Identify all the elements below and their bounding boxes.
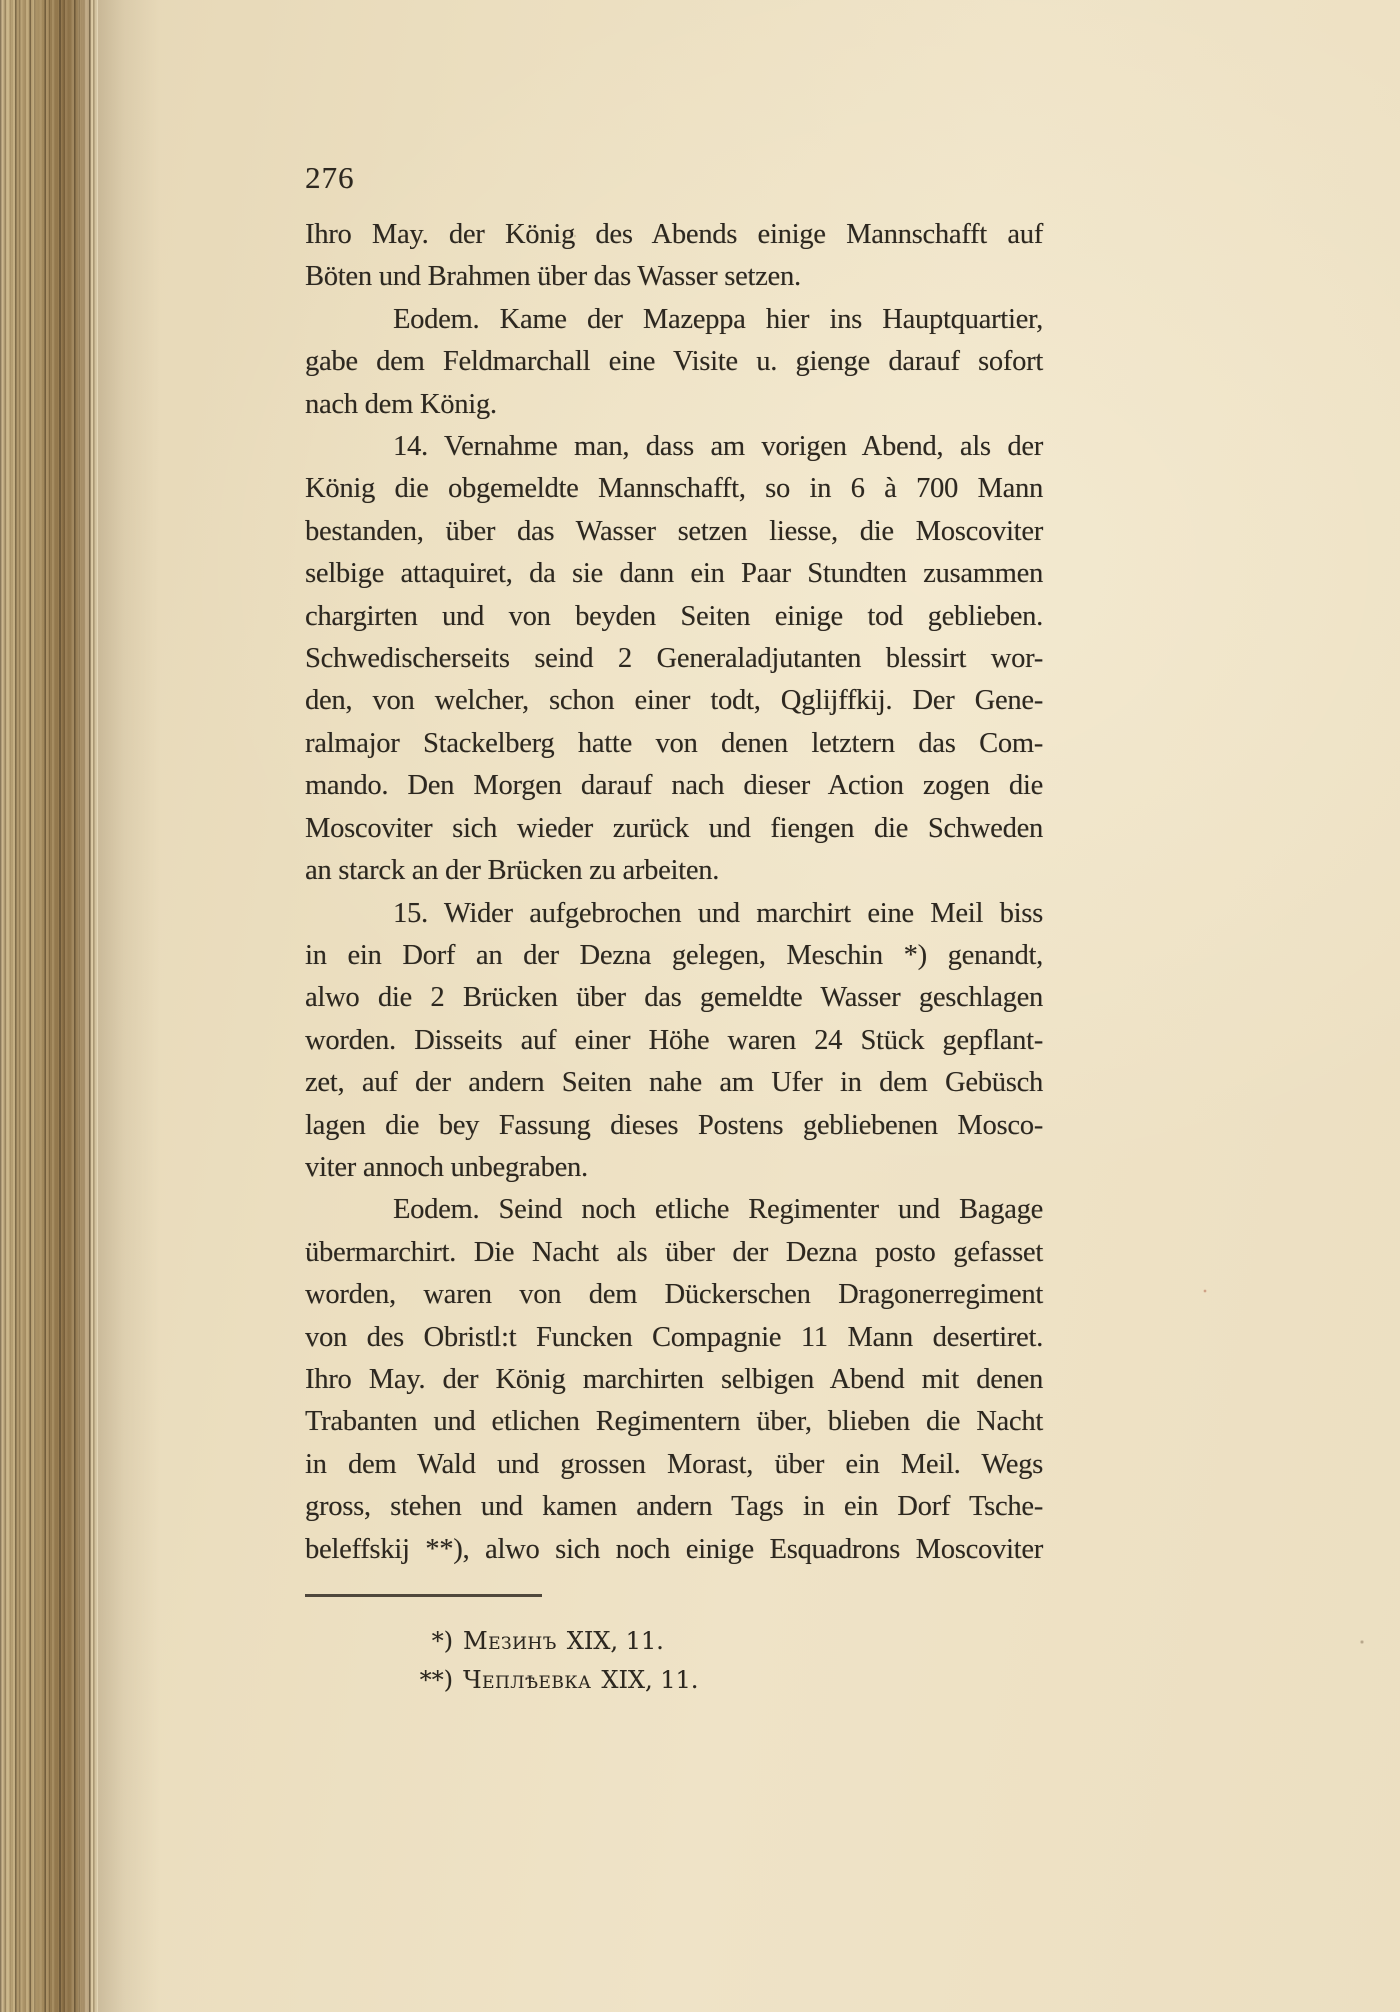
- text-line: worden. Disseits auf einer Höhe waren 24 Stück gepflant-: [305, 1024, 1043, 1056]
- text-line: 14. Vernahme man, dass am vorigen Abend, als der: [393, 431, 1043, 463]
- text-line: chargirten und von beyden Seiten einige tod geblieben.: [305, 600, 1043, 632]
- text-line: Ihro May. der König marchirten selbigen Abend mit denen: [305, 1363, 1043, 1395]
- text-line: Eodem. Seind noch etliche Regimenter und Bagage: [393, 1194, 1043, 1226]
- text-line: den, von welcher, schon einer todt, Qglijffkij. Der Gene-: [305, 685, 1043, 717]
- footnote: [305, 1622, 1043, 1661]
- footnotes: [305, 1622, 1043, 1700]
- text-line: gabe dem Feldmarchall eine Visite u. gienge darauf sofort: [305, 346, 1043, 378]
- text-line: ralmajor Stackelberg hatte von denen letztern das Com-: [305, 727, 1043, 759]
- text-line: Schwedischerseits seind 2 Generaladjutanten blessirt wor-: [305, 643, 1043, 675]
- text-line: König die obgemeldte Mannschafft, so in 6 à 700 Mann: [305, 473, 1043, 505]
- text-line: Eodem. Kame der Mazeppa hier ins Hauptquartier,: [393, 303, 1043, 335]
- text-line: nach dem König.: [305, 388, 497, 420]
- footnote-place-name: Чеплѣевка: [463, 1666, 592, 1694]
- footnote: [305, 1661, 1043, 1700]
- page-curve-shadow: [98, 0, 160, 2012]
- text-line: in ein Dorf an der Dezna gelegen, Meschin *) genandt,: [305, 939, 1043, 971]
- footnote-reference: XIX, 11.: [601, 1666, 699, 1694]
- text-line: 15. Wider aufgebrochen und marchirt eine Meil biss: [393, 897, 1043, 929]
- footnote-place-name: Мезинъ: [463, 1627, 557, 1655]
- text-line: Böten und Brahmen über das Wasser setzen.: [305, 261, 801, 293]
- text-line: in dem Wald und grossen Morast, über ein Meil. Wegs: [305, 1448, 1043, 1480]
- text-line: von des Obristl:t Funcken Compagnie 11 Mann desertiret.: [305, 1321, 1043, 1353]
- text-line: lagen die bey Fassung dieses Postens gebliebenen Mosco-: [305, 1109, 1043, 1141]
- body-text: [305, 214, 1043, 1571]
- text-line: Ihro May. der König des Abends einige Mannschafft auf: [305, 219, 1043, 250]
- footnote-reference: XIX, 11.: [566, 1627, 664, 1655]
- text-line: mando. Den Morgen darauf nach dieser Action zogen die: [305, 770, 1043, 802]
- footnote-marker: **): [419, 1666, 453, 1694]
- text-line: viter annoch unbegraben.: [305, 1151, 588, 1183]
- text-line: übermarchirt. Die Nacht als über der Dezna posto gefasset: [305, 1236, 1043, 1268]
- text-line: alwo die 2 Brücken über das gemeldte Wasser geschlagen: [305, 982, 1043, 1014]
- page-number: 276: [305, 160, 355, 195]
- footnote-marker: *): [431, 1627, 453, 1655]
- text-line: gross, stehen und kamen andern Tags in ein Dorf Tsche-: [305, 1491, 1043, 1523]
- text-line: selbige attaquiret, da sie dann ein Paar Stundten zusammen: [305, 558, 1043, 590]
- footnote-rule: [305, 1594, 542, 1597]
- text-line: Moscoviter sich wieder zurück und fiengen die Schweden: [305, 812, 1043, 844]
- book-binding-edge: [0, 0, 98, 2012]
- text-line: zet, auf der andern Seiten nahe am Ufer in dem Gebüsch: [305, 1067, 1043, 1099]
- text-line: bestanden, über das Wasser setzen liesse, die Moscoviter: [305, 515, 1043, 547]
- text-line: Trabanten und etlichen Regimentern über, blieben die Nacht: [305, 1406, 1043, 1438]
- text-line: worden, waren von dem Dückerschen Dragonerregiment: [305, 1279, 1043, 1311]
- text-line: beleffskij **), alwo sich noch einige Esquadrons Moscoviter: [305, 1533, 1043, 1565]
- text-line: an starck an der Brücken zu arbeiten.: [305, 855, 720, 887]
